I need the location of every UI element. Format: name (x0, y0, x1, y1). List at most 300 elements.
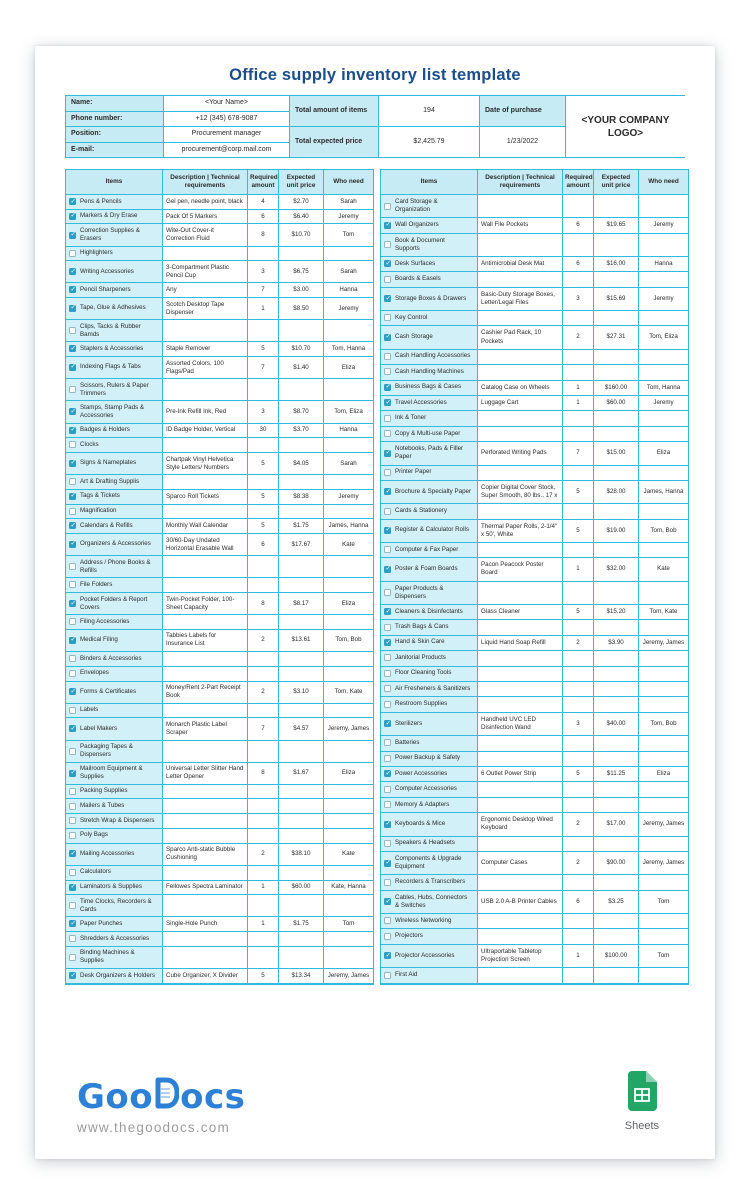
phone-label: Phone number: (66, 112, 163, 127)
price-cell (279, 475, 324, 490)
total-price-label: Total expected price (290, 127, 378, 157)
checkbox-unchecked-icon[interactable] (384, 755, 391, 762)
price-cell (594, 195, 639, 218)
who-cell: James, Hanna (639, 481, 688, 504)
table-row (66, 195, 373, 210)
checkbox-unchecked-icon[interactable] (69, 935, 76, 942)
item-cell (66, 401, 163, 423)
price-cell: $8.17 (279, 593, 324, 615)
item-cell (66, 814, 163, 829)
checkbox-unchecked-icon[interactable] (384, 624, 391, 631)
who-cell (639, 466, 688, 481)
item-name: Batteries (395, 738, 420, 746)
checkbox-checked-icon[interactable] (384, 821, 391, 828)
price-cell: $17.67 (279, 534, 324, 556)
item-name: Correction Supplies & Erasers (80, 226, 140, 243)
amount-cell: 5 (248, 969, 279, 984)
checkbox-unchecked-icon[interactable] (384, 685, 391, 692)
item-cell (66, 829, 163, 844)
checkbox-checked-icon[interactable] (384, 399, 391, 406)
item-name: Mailers & Tubes (80, 801, 125, 809)
who-cell (324, 320, 373, 342)
item-name: Sterilizers (395, 719, 423, 727)
item-cell (66, 785, 163, 800)
amount-cell: 5 (563, 520, 594, 543)
template-page (35, 46, 715, 1159)
item-name: Scissors, Rulers & Paper Trimmers (80, 381, 149, 397)
who-cell (324, 247, 373, 262)
who-cell (639, 914, 688, 929)
description-cell (478, 736, 563, 751)
description-cell: Ergonomic Desktop Wired Keyboard (478, 813, 563, 836)
checkbox-checked-icon[interactable] (384, 720, 391, 727)
item-name: Markers & Dry Erase (80, 212, 138, 220)
who-cell (639, 311, 688, 326)
table-row (66, 490, 373, 505)
description-cell: Antimicrobial Desk Mat (478, 257, 563, 272)
checkbox-unchecked-icon[interactable] (384, 933, 391, 940)
amount-cell (563, 929, 594, 944)
who-cell: Jeremy (639, 218, 688, 233)
table-row (66, 453, 373, 475)
table-row (381, 411, 688, 426)
description-cell: Glass Cleaner (478, 605, 563, 620)
checkbox-unchecked-icon[interactable] (69, 441, 76, 448)
price-cell (279, 667, 324, 682)
checkbox-unchecked-icon[interactable] (69, 788, 76, 795)
table-row (66, 556, 373, 578)
description-cell (478, 466, 563, 481)
item-cell (66, 718, 163, 740)
checkbox-checked-icon[interactable] (384, 527, 391, 534)
checkbox-unchecked-icon[interactable] (69, 670, 76, 677)
item-cell (66, 593, 163, 615)
inventory-tables (65, 169, 685, 985)
description-cell: Pack Of 5 Markers (163, 210, 248, 225)
who-cell (324, 866, 373, 881)
checkbox-checked-icon[interactable] (69, 850, 76, 857)
item-name: Cash Handling Accessories (395, 352, 471, 360)
description-cell: Chartpak Vinyl Helvetica Style Letters/ Numbers (163, 453, 248, 475)
checkbox-unchecked-icon[interactable] (69, 327, 76, 334)
checkbox-unchecked-icon[interactable] (69, 954, 76, 961)
who-cell: Eliza (324, 593, 373, 615)
who-cell: Kate (324, 534, 373, 556)
description-cell (478, 504, 563, 519)
checkbox-unchecked-icon[interactable] (69, 618, 76, 625)
description-cell (163, 785, 248, 800)
who-cell (639, 350, 688, 365)
item-name: Storage Boxes & Drawers (395, 294, 467, 302)
amount-cell: 1 (248, 298, 279, 320)
table-row (381, 272, 688, 287)
item-cell (66, 357, 163, 379)
website-link[interactable]: www.thegoodocs.com (77, 1119, 230, 1135)
who-cell (324, 895, 373, 917)
price-cell: $90.00 (594, 852, 639, 875)
item-name: Cash Storage (395, 333, 433, 341)
goodocs-logo-goo: Goo (77, 1077, 154, 1118)
who-cell: Hanna (324, 424, 373, 439)
checkbox-checked-icon[interactable] (384, 566, 391, 573)
checkbox-checked-icon[interactable] (69, 522, 76, 529)
item-name: Wireless Networking (395, 916, 452, 924)
item-name: Poster & Foam Boards (395, 565, 458, 573)
price-cell (279, 556, 324, 578)
table-row (381, 234, 688, 257)
checkbox-unchecked-icon[interactable] (69, 655, 76, 662)
checkbox-unchecked-icon[interactable] (384, 508, 391, 515)
price-cell: $19.65 (594, 218, 639, 233)
checkbox-unchecked-icon[interactable] (69, 869, 76, 876)
amount-cell (563, 195, 594, 218)
checkbox-checked-icon[interactable] (69, 460, 76, 467)
price-cell: $32.00 (594, 558, 639, 581)
checkbox-checked-icon[interactable] (384, 222, 391, 229)
checkbox-unchecked-icon[interactable] (384, 241, 391, 248)
who-cell: Tom, Kate (324, 682, 373, 704)
item-cell (381, 272, 478, 287)
item-cell (66, 763, 163, 785)
who-cell (639, 272, 688, 287)
amount-cell: 3 (248, 401, 279, 423)
price-cell (279, 785, 324, 800)
amount-cell: 6 (248, 210, 279, 225)
checkbox-unchecked-icon[interactable] (384, 786, 391, 793)
price-cell (594, 543, 639, 558)
item-name: Restroom Supplies (395, 700, 448, 708)
item-cell (381, 520, 478, 543)
goodocs-document-icon (154, 1077, 179, 1118)
table-row (66, 247, 373, 262)
table-row (66, 424, 373, 439)
description-cell: Twin-Pocket Folder, 100-Sheet Capacity (163, 593, 248, 615)
description-cell (478, 234, 563, 257)
checkbox-checked-icon[interactable] (384, 334, 391, 341)
amount-cell: 2 (563, 636, 594, 651)
checkbox-checked-icon[interactable] (69, 427, 76, 434)
description-cell (478, 582, 563, 605)
who-cell: Jeremy (639, 396, 688, 411)
item-name: Book & Document Supports (395, 236, 445, 252)
item-cell (381, 257, 478, 272)
amount-cell: 1 (563, 945, 594, 968)
amount-cell (563, 582, 594, 605)
checkbox-checked-icon[interactable] (384, 639, 391, 646)
price-cell (594, 582, 639, 605)
checkbox-checked-icon[interactable] (69, 232, 76, 239)
who-cell: Tom (639, 891, 688, 914)
table-row (381, 257, 688, 272)
item-cell (66, 682, 163, 704)
description-cell: 6 Outlet Power Strip (478, 767, 563, 782)
table-row (381, 736, 688, 751)
checkbox-unchecked-icon[interactable] (384, 670, 391, 677)
checkbox-unchecked-icon[interactable] (384, 701, 391, 708)
who-cell (639, 798, 688, 813)
description-cell (163, 704, 248, 719)
checkbox-checked-icon[interactable] (384, 770, 391, 777)
who-cell (324, 799, 373, 814)
checkbox-unchecked-icon[interactable] (384, 972, 391, 979)
price-cell (594, 411, 639, 426)
price-cell: $10.70 (279, 342, 324, 357)
item-name: Pens & Pencils (80, 197, 122, 205)
checkbox-unchecked-icon[interactable] (384, 879, 391, 886)
checkbox-checked-icon[interactable] (384, 898, 391, 905)
price-cell: $10.70 (279, 224, 324, 246)
price-cell (279, 247, 324, 262)
checkbox-unchecked-icon[interactable] (69, 707, 76, 714)
checkbox-unchecked-icon[interactable] (384, 589, 391, 596)
description-cell (478, 651, 563, 666)
description-cell: Basic-Duty Storage Boxes, Letter/Legal Files (478, 288, 563, 311)
table-row (381, 667, 688, 682)
description-cell (163, 932, 248, 947)
item-cell (381, 558, 478, 581)
checkbox-checked-icon[interactable] (384, 488, 391, 495)
description-cell: Monthly Wall Calendar (163, 519, 248, 534)
description-cell: Wite-Out Cover-it Correction Fluid (163, 224, 248, 246)
price-cell: $8.38 (279, 490, 324, 505)
checkbox-unchecked-icon[interactable] (69, 748, 76, 755)
checkbox-checked-icon[interactable] (69, 198, 76, 205)
checkbox-unchecked-icon[interactable] (384, 368, 391, 375)
table-row (66, 379, 373, 401)
checkbox-checked-icon[interactable] (69, 600, 76, 607)
checkbox-checked-icon[interactable] (69, 920, 76, 927)
amount-cell (563, 875, 594, 890)
description-cell (478, 350, 563, 365)
checkbox-unchecked-icon[interactable] (384, 546, 391, 553)
item-name: Clocks (80, 440, 99, 448)
checkbox-checked-icon[interactable] (69, 268, 76, 275)
amount-cell: 7 (248, 718, 279, 740)
item-cell (66, 320, 163, 342)
item-name: Travel Accessories (395, 398, 447, 406)
checkbox-unchecked-icon[interactable] (384, 654, 391, 661)
checkbox-checked-icon[interactable] (384, 860, 391, 867)
table-row (381, 713, 688, 736)
item-name: Trash Bags & Cans (395, 623, 449, 631)
item-cell (381, 968, 478, 984)
description-cell: Cashier Pad Rack, 10 Pockets (478, 326, 563, 349)
checkbox-checked-icon[interactable] (384, 295, 391, 302)
who-cell (324, 652, 373, 667)
item-name: Poly Bags (80, 831, 108, 839)
checkbox-unchecked-icon[interactable] (384, 353, 391, 360)
price-cell (594, 350, 639, 365)
item-cell (66, 578, 163, 593)
table-row (381, 288, 688, 311)
checkbox-checked-icon[interactable] (69, 637, 76, 644)
checkbox-unchecked-icon[interactable] (69, 478, 76, 485)
checkbox-checked-icon[interactable] (69, 884, 76, 891)
item-name: Calculators (80, 868, 111, 876)
amount-cell: 7 (563, 442, 594, 465)
item-name: Mailroom Equipment & Supplies (80, 765, 143, 781)
who-cell: Jeremy (324, 210, 373, 225)
checkbox-checked-icon[interactable] (384, 260, 391, 267)
who-cell: Sarah (324, 261, 373, 283)
who-cell: Tom, Bob (639, 713, 688, 736)
amount-cell: 5 (563, 605, 594, 620)
item-cell (66, 261, 163, 283)
description-cell (163, 741, 248, 763)
table-row (66, 741, 373, 763)
item-cell (381, 365, 478, 380)
item-cell (381, 582, 478, 605)
amount-cell (248, 615, 279, 630)
amount-cell: 1 (248, 881, 279, 896)
checkbox-unchecked-icon[interactable] (384, 430, 391, 437)
price-cell (279, 320, 324, 342)
item-cell (381, 311, 478, 326)
checkbox-checked-icon[interactable] (69, 364, 76, 371)
checkbox-checked-icon[interactable] (69, 688, 76, 695)
checkbox-checked-icon[interactable] (69, 408, 76, 415)
email-label: E-mail: (66, 143, 163, 158)
amount-cell (563, 234, 594, 257)
checkbox-checked-icon[interactable] (69, 305, 76, 312)
price-cell (594, 968, 639, 984)
price-cell (594, 466, 639, 481)
amount-cell (248, 475, 279, 490)
item-cell (381, 667, 478, 682)
item-cell (381, 891, 478, 914)
amount-cell: 2 (563, 813, 594, 836)
checkbox-unchecked-icon[interactable] (384, 739, 391, 746)
item-name: File Folders (80, 580, 113, 588)
who-cell: Eliza (324, 763, 373, 785)
checkbox-checked-icon[interactable] (69, 286, 76, 293)
table-row (66, 578, 373, 593)
checkbox-unchecked-icon[interactable] (384, 917, 391, 924)
checkbox-checked-icon[interactable] (69, 725, 76, 732)
who-cell: Tom, Hanna (324, 342, 373, 357)
checkbox-unchecked-icon[interactable] (384, 801, 391, 808)
checkbox-checked-icon[interactable] (69, 213, 76, 220)
who-cell (324, 505, 373, 520)
price-cell: $15.69 (594, 288, 639, 311)
price-cell: $1.75 (279, 917, 324, 932)
checkbox-unchecked-icon[interactable] (69, 581, 76, 588)
item-cell (66, 519, 163, 534)
checkbox-checked-icon[interactable] (69, 493, 76, 500)
table-row (66, 210, 373, 225)
item-cell (381, 234, 478, 257)
item-cell (381, 442, 478, 465)
item-name: Packing Supplies (80, 787, 128, 795)
amount-cell (563, 782, 594, 797)
price-cell: $28.00 (594, 481, 639, 504)
item-name: Components & Upgrade Equipment (395, 855, 462, 871)
amount-cell: 6 (563, 218, 594, 233)
google-sheets-badge (625, 1071, 659, 1132)
checkbox-unchecked-icon[interactable] (384, 314, 391, 321)
table-row (66, 932, 373, 947)
amount-cell (563, 651, 594, 666)
amount-cell: 30 (248, 424, 279, 439)
description-cell (478, 837, 563, 852)
checkbox-checked-icon[interactable] (69, 345, 76, 352)
item-cell (66, 342, 163, 357)
checkbox-unchecked-icon[interactable] (69, 508, 76, 515)
checkbox-unchecked-icon[interactable] (69, 817, 76, 824)
description-cell (478, 543, 563, 558)
checkbox-checked-icon[interactable] (69, 972, 76, 979)
checkbox-checked-icon[interactable] (384, 608, 391, 615)
price-cell: $6.40 (279, 210, 324, 225)
amount-cell (248, 704, 279, 719)
amount-cell: 3 (563, 713, 594, 736)
table-row (381, 466, 688, 481)
checkbox-checked-icon[interactable] (384, 384, 391, 391)
description-cell: Fellowes Spectra Laminator (163, 881, 248, 896)
amount-cell (248, 578, 279, 593)
amount-cell: 1 (248, 917, 279, 932)
who-cell (324, 947, 373, 969)
price-cell: $19.00 (594, 520, 639, 543)
description-cell: USB 2.0 A-B Printer Cables (478, 891, 563, 914)
amount-cell (248, 785, 279, 800)
checkbox-unchecked-icon[interactable] (384, 469, 391, 476)
who-cell: Tom, Eliza (639, 326, 688, 349)
checkbox-checked-icon[interactable] (69, 541, 76, 548)
table-row (381, 504, 688, 519)
checkbox-unchecked-icon[interactable] (69, 386, 76, 393)
who-cell: Eliza (639, 767, 688, 782)
item-cell (66, 932, 163, 947)
description-cell: Gel pen, needle point, black (163, 195, 248, 210)
checkbox-unchecked-icon[interactable] (384, 203, 391, 210)
item-name: Stretch Wrap & Dispensers (80, 816, 155, 824)
item-name: Envelopes (80, 669, 109, 677)
price-cell: $15.00 (594, 442, 639, 465)
table-row (381, 968, 688, 984)
item-name: Filing Accessories (80, 617, 130, 625)
checkbox-unchecked-icon[interactable] (69, 563, 76, 570)
item-cell (381, 288, 478, 311)
checkbox-checked-icon[interactable] (69, 770, 76, 777)
checkbox-unchecked-icon[interactable] (384, 415, 391, 422)
item-name: Brochure & Specialty Paper (395, 487, 472, 495)
item-cell (66, 475, 163, 490)
item-cell (381, 682, 478, 697)
checkbox-unchecked-icon[interactable] (69, 832, 76, 839)
who-cell: Kate (324, 844, 373, 866)
table-row (66, 652, 373, 667)
description-cell: ID Badge Holder, Vertical (163, 424, 248, 439)
checkbox-unchecked-icon[interactable] (384, 840, 391, 847)
item-cell (66, 947, 163, 969)
price-cell: $13.34 (279, 969, 324, 984)
who-cell: Tom (324, 917, 373, 932)
item-cell (66, 379, 163, 401)
checkbox-unchecked-icon[interactable] (69, 250, 76, 257)
checkbox-unchecked-icon[interactable] (384, 276, 391, 283)
who-cell: Tom, Hanna (639, 381, 688, 396)
checkbox-unchecked-icon[interactable] (69, 803, 76, 810)
who-cell: Jeremy, James (639, 852, 688, 875)
item-cell (381, 427, 478, 442)
table-row (381, 396, 688, 411)
checkbox-checked-icon[interactable] (384, 450, 391, 457)
checkbox-unchecked-icon[interactable] (69, 902, 76, 909)
checkbox-checked-icon[interactable] (384, 952, 391, 959)
description-cell: Universal Letter Slitter Hand Letter Opener (163, 763, 248, 785)
items-header: Items (381, 170, 478, 195)
